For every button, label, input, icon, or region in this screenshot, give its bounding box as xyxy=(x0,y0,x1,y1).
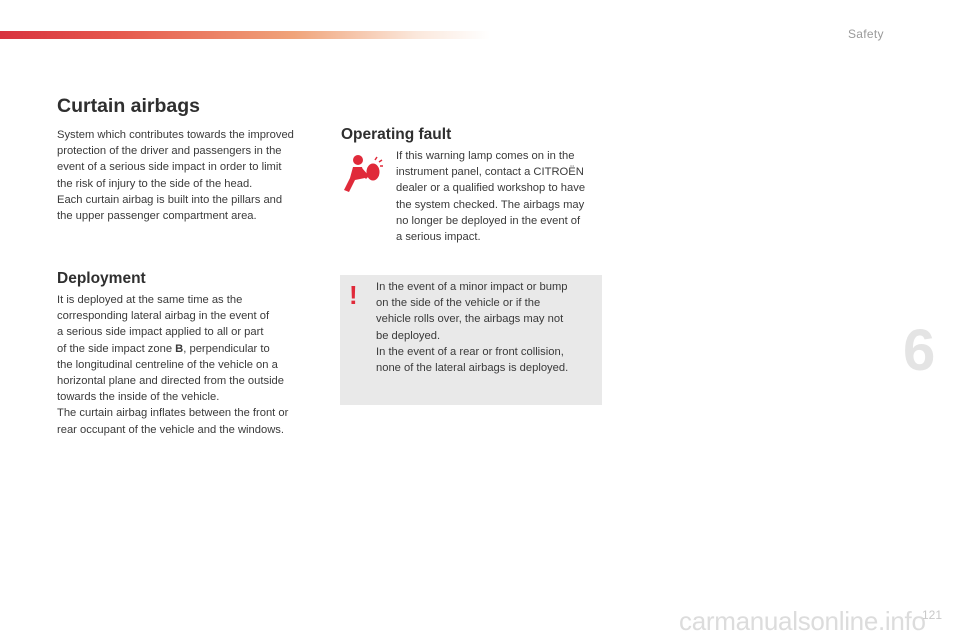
curtain-airbags-title: Curtain airbags xyxy=(57,95,201,117)
warning-line: be deployed. xyxy=(376,329,441,342)
warning-line: In the event of a rear or front collision, xyxy=(376,345,564,358)
deployment-line: horizontal plane and directed from the outside xyxy=(57,375,285,388)
zone-suffix: , perpendicular to xyxy=(183,342,270,355)
deployment-line: The curtain airbag inflates between the front or xyxy=(57,407,289,420)
zone-letter: B xyxy=(175,342,184,355)
fault-line: a serious impact. xyxy=(396,231,481,244)
intro-line: the risk of injury to the side of the head. xyxy=(57,177,253,190)
fault-line: If this warning lamp comes on in the xyxy=(396,150,575,162)
deployment-line: It is deployed at the same time as the xyxy=(57,294,243,306)
deployment-zone-line xyxy=(57,341,288,357)
deployment-line: rear occupant of the vehicle and the windows. xyxy=(57,423,284,436)
fault-line: no longer be deployed in the event of xyxy=(396,214,581,227)
section-name: Safety xyxy=(848,27,884,41)
watermark: carmanualsonline.info xyxy=(679,606,926,636)
deployment-line: a serious side impact applied to all or part xyxy=(57,326,264,339)
intro-line: System which contributes towards the improved xyxy=(57,129,294,141)
warning-line: In the event of a minor impact or bump xyxy=(376,281,568,293)
deployment-line: corresponding lateral airbag in the event of xyxy=(57,310,270,323)
deployment-title: Deployment xyxy=(57,270,146,287)
deployment-line: towards the inside of the vehicle. xyxy=(57,391,220,404)
section-color-bar xyxy=(0,31,490,39)
intro-line: Each curtain airbag is built into the pillars and xyxy=(57,193,283,206)
warning-line: on the side of the vehicle or if the xyxy=(376,297,541,310)
curtain-airbags-intro xyxy=(57,127,294,224)
operating-fault-text xyxy=(396,148,585,245)
warning-line: none of the lateral airbags is deployed. xyxy=(376,362,569,375)
fault-line: the system checked. The airbags may xyxy=(396,198,585,211)
intro-line: event of a serious side impact in order to limit xyxy=(57,161,282,174)
intro-line: protection of the driver and passengers in the xyxy=(57,145,282,158)
warning-line: vehicle rolls over, the airbags may not xyxy=(376,313,564,326)
deployment-line: the longitudinal centreline of the vehicle on a xyxy=(57,358,278,371)
fault-line: dealer or a qualified workshop to have xyxy=(396,182,586,195)
warning-exclamation-icon: ! xyxy=(349,280,358,310)
deployment-text xyxy=(57,292,288,438)
zone-prefix: of the side impact zone xyxy=(57,342,176,355)
fault-line: instrument panel, contact a CITROËN xyxy=(396,166,584,179)
intro-line: the upper passenger compartment area. xyxy=(57,210,257,223)
warning-text xyxy=(376,279,568,376)
chapter-number: 6 xyxy=(903,318,936,383)
operating-fault-title: Operating fault xyxy=(341,126,452,143)
page-number: 121 xyxy=(921,608,942,622)
airbag-warning-lamp-icon xyxy=(342,154,384,194)
